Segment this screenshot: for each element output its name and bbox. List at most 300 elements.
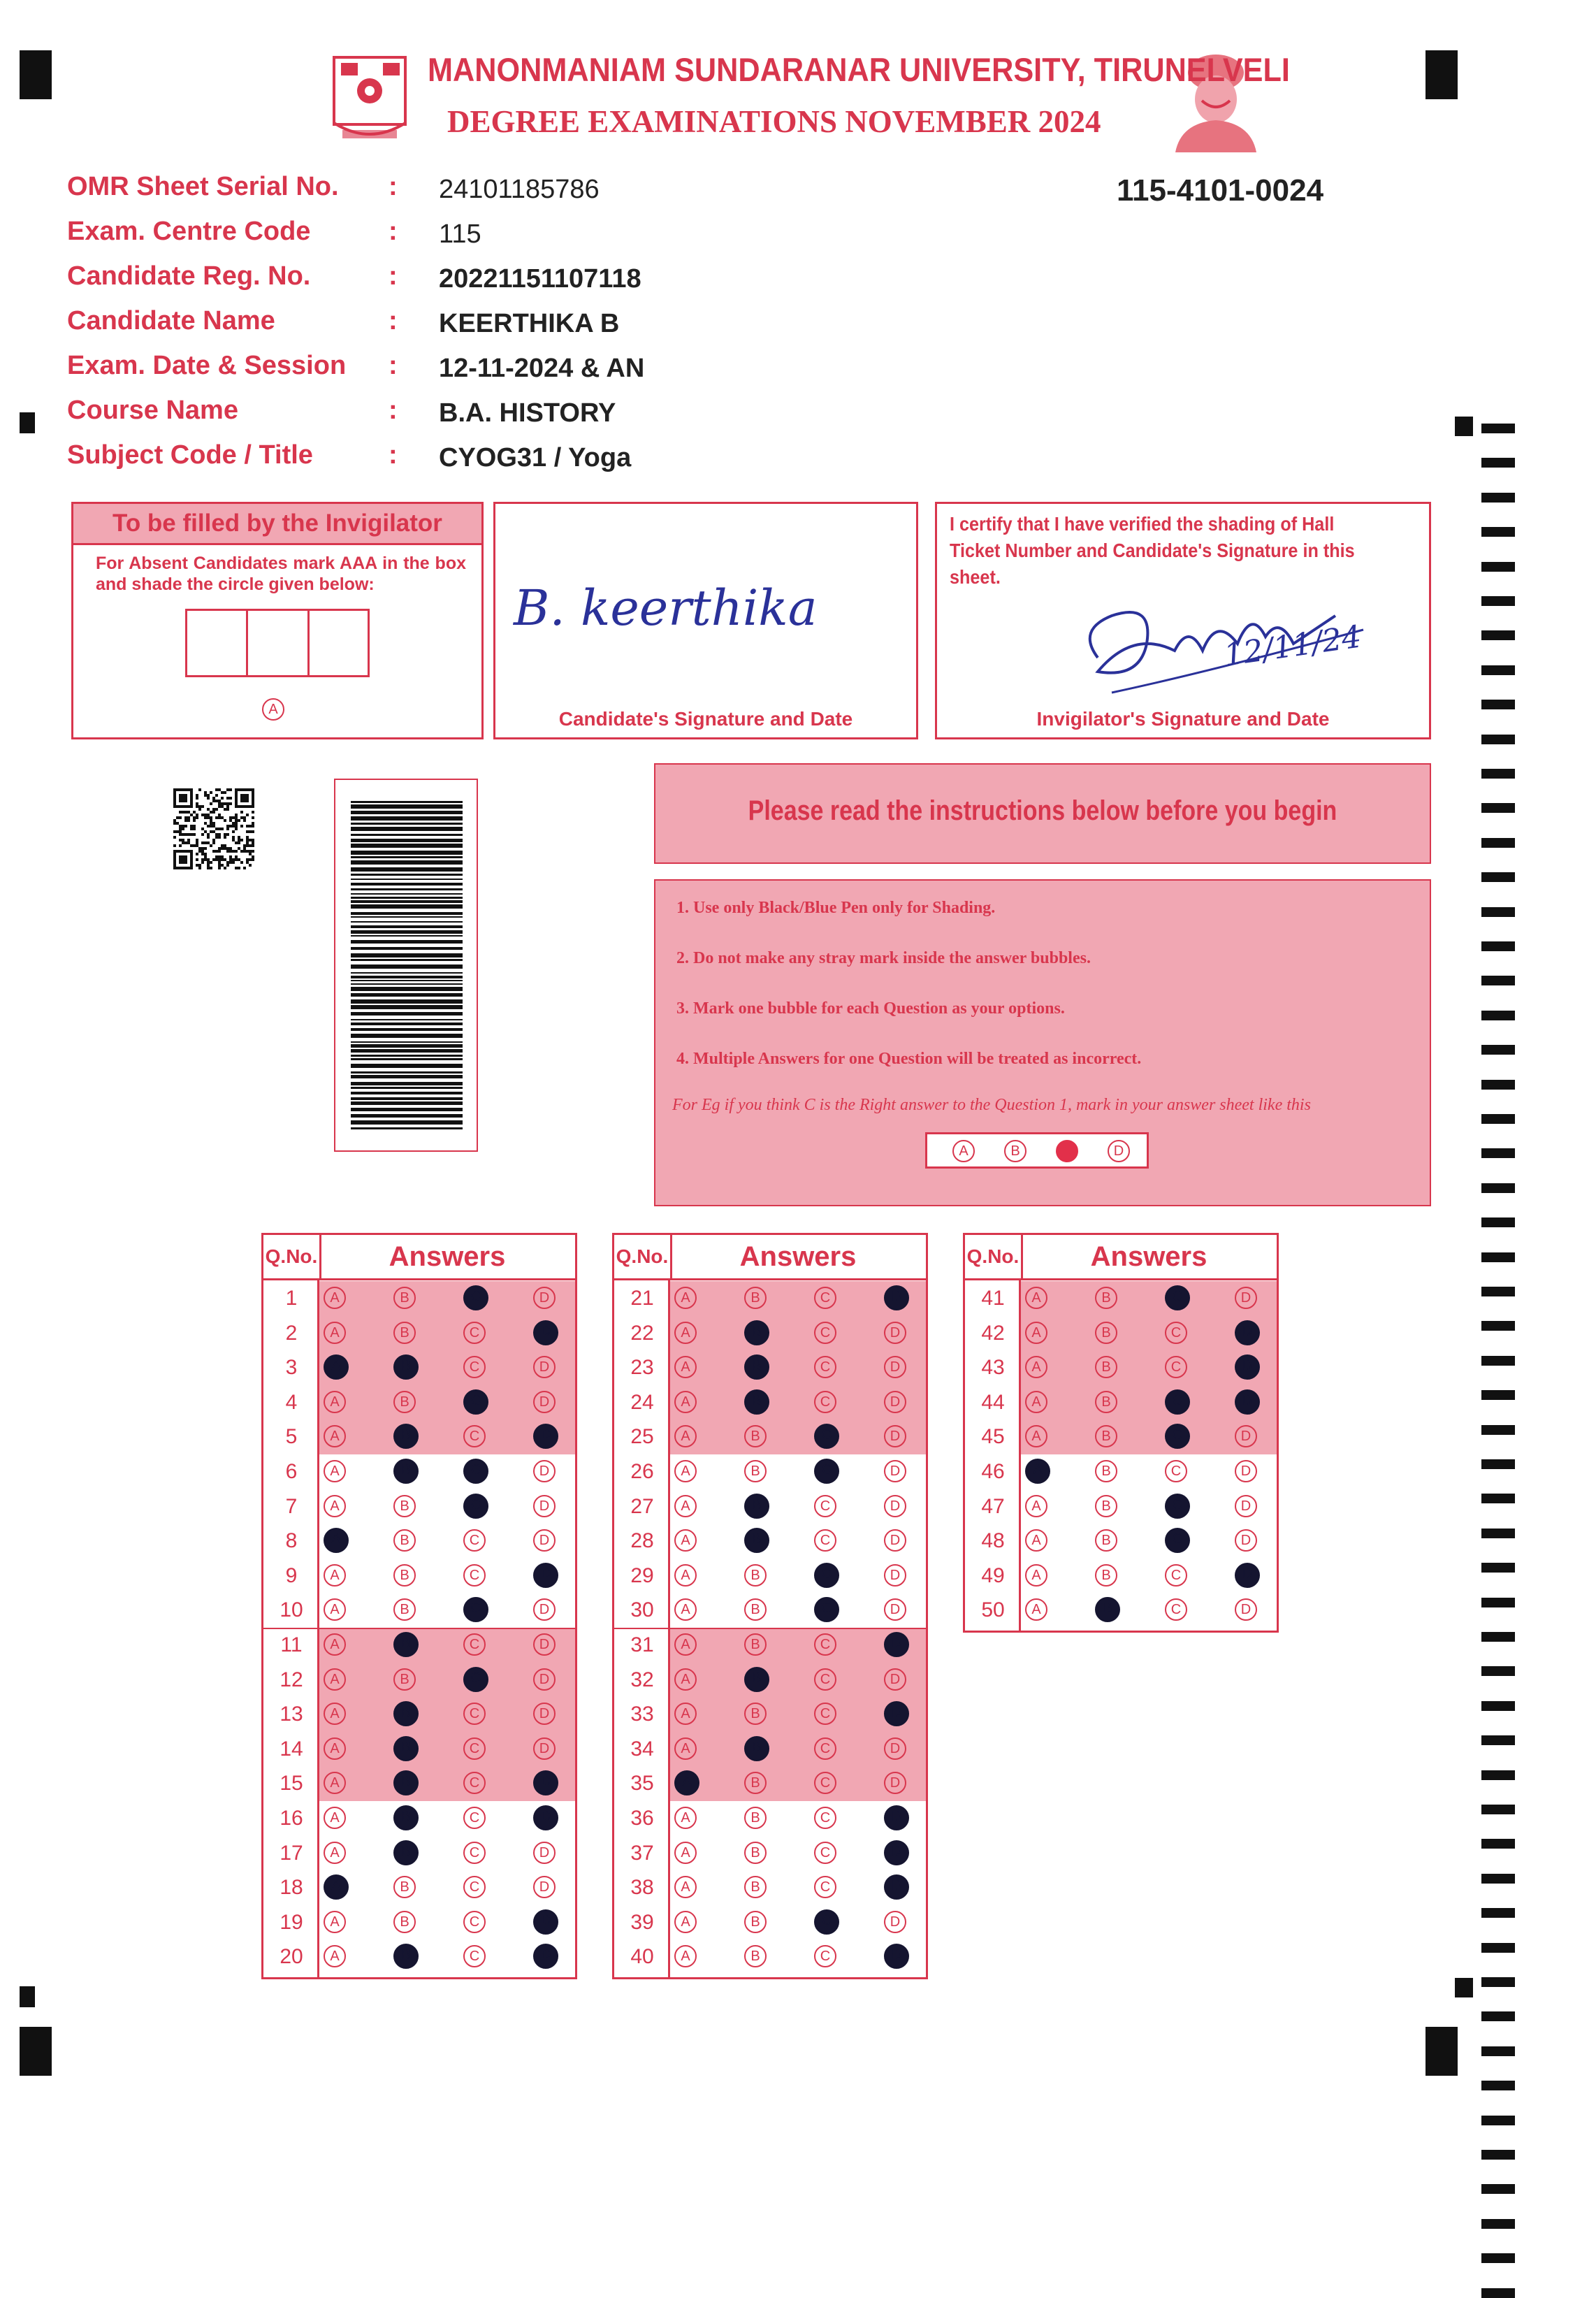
answer-bubble-a[interactable]: A: [674, 1460, 697, 1482]
answer-bubble-c[interactable]: C: [814, 1772, 836, 1794]
question-number: 13: [280, 1703, 303, 1726]
answer-bubble-d[interactable]: D: [884, 1772, 906, 1794]
answer-bubble-c[interactable]: C: [1165, 1564, 1187, 1587]
answer-bubble-c[interactable]: C: [463, 1356, 486, 1378]
answer-bubble-c[interactable]: C: [463, 1459, 488, 1484]
answer-bubble-b[interactable]: B: [393, 1598, 416, 1621]
answer-bubble-d[interactable]: D: [533, 1703, 556, 1725]
answer-bubble-d[interactable]: D: [1235, 1529, 1257, 1552]
answer-bubble-a[interactable]: A: [324, 1633, 346, 1656]
answer-bubble-a[interactable]: A: [1025, 1495, 1047, 1517]
example-bubble: B: [1004, 1140, 1026, 1162]
barcode-bar: [351, 993, 463, 997]
question-row: [614, 1350, 926, 1385]
question-row: [614, 1801, 926, 1836]
barcode-bar: [351, 947, 463, 950]
answer-bubble-d[interactable]: D: [884, 1840, 909, 1865]
answer-bubble-a[interactable]: A: [324, 1391, 346, 1413]
barcode-bar: [351, 900, 463, 903]
answer-bubble-d[interactable]: D: [533, 1320, 558, 1345]
answer-bubble-d[interactable]: D: [884, 1598, 906, 1621]
answer-bubble-d[interactable]: D: [1235, 1320, 1260, 1345]
answer-bubble-b[interactable]: B: [393, 1911, 416, 1933]
absent-mark-boxes[interactable]: [185, 609, 370, 677]
answer-bubble-d[interactable]: D: [1235, 1598, 1257, 1621]
answer-bubble-b[interactable]: B: [393, 1944, 419, 1969]
answer-bubble-c[interactable]: C: [814, 1391, 836, 1413]
question-number: 43: [981, 1356, 1005, 1380]
answer-bubble-a[interactable]: A: [674, 1945, 697, 1967]
barcode-bar: [351, 1022, 463, 1025]
answer-bubble-b[interactable]: B: [1095, 1425, 1117, 1447]
answer-bubble-a[interactable]: A: [674, 1356, 697, 1378]
answer-bubble-a[interactable]: A: [1025, 1529, 1047, 1552]
answer-bubble-b[interactable]: B: [1095, 1597, 1120, 1622]
candidate-signature-caption: Candidate's Signature and Date: [558, 708, 853, 730]
answer-bubble-a[interactable]: A: [1025, 1564, 1047, 1587]
answer-bubble-a[interactable]: A: [1025, 1287, 1047, 1309]
question-number: 20: [280, 1945, 303, 1969]
answer-bubble-b[interactable]: B: [393, 1736, 419, 1761]
question-row: [614, 1732, 926, 1767]
question-row: [965, 1419, 1277, 1454]
answer-bubble-b[interactable]: B: [393, 1564, 416, 1587]
answer-bubble-a[interactable]: A: [674, 1668, 697, 1691]
question-number: 19: [280, 1910, 303, 1934]
answer-bubble-b[interactable]: B: [744, 1425, 767, 1447]
answer-bubble-a[interactable]: A: [674, 1842, 697, 1864]
answer-bubble-d[interactable]: D: [884, 1285, 909, 1310]
answer-bubble-a[interactable]: A: [324, 1874, 349, 1900]
answer-bubble-c[interactable]: C: [814, 1842, 836, 1864]
answer-bubble-d[interactable]: D: [884, 1322, 906, 1344]
answer-bubble-a[interactable]: A: [674, 1737, 697, 1760]
answer-bubble-b[interactable]: B: [393, 1840, 419, 1865]
answers-header: Answers: [1090, 1241, 1207, 1272]
answer-bubble-b[interactable]: B: [393, 1668, 416, 1691]
question-number: 32: [630, 1668, 654, 1691]
question-number: 3: [285, 1356, 298, 1380]
answer-bubble-d[interactable]: D: [884, 1944, 909, 1969]
answer-bubble-b[interactable]: B: [744, 1354, 769, 1380]
question-number: 30: [630, 1598, 654, 1622]
answer-bubble-a[interactable]: A: [674, 1598, 697, 1621]
answer-bubble-c[interactable]: C: [463, 1945, 486, 1967]
answer-bubble-c[interactable]: C: [814, 1356, 836, 1378]
question-number: 28: [630, 1529, 654, 1553]
answer-bubble-d[interactable]: D: [1235, 1563, 1260, 1588]
answer-bubble-b[interactable]: B: [393, 1354, 419, 1380]
barcode-bar: [351, 1108, 463, 1111]
answer-bubble-b[interactable]: B: [393, 1424, 419, 1449]
question-number: 15: [280, 1772, 303, 1795]
answer-bubble-a[interactable]: A: [324, 1354, 349, 1380]
answer-bubble-c[interactable]: C: [463, 1876, 486, 1898]
barcode-bar: [351, 1034, 463, 1038]
answer-bubble-a[interactable]: A: [674, 1770, 699, 1795]
answer-bubble-c[interactable]: C: [814, 1495, 836, 1517]
answer-bubble-d[interactable]: D: [1235, 1425, 1257, 1447]
answer-bubble-a[interactable]: A: [324, 1528, 349, 1553]
question-number: 39: [630, 1910, 654, 1934]
barcode-bar: [351, 834, 463, 836]
field-label: OMR Sheet Serial No.: [67, 172, 339, 201]
answer-bubble-d[interactable]: D: [533, 1287, 556, 1309]
answer-bubble-b[interactable]: B: [744, 1598, 767, 1621]
answer-bubble-c[interactable]: C: [1165, 1460, 1187, 1482]
field-colon: :: [389, 396, 398, 425]
answer-bubble-c[interactable]: C: [463, 1703, 486, 1725]
question-row: [263, 1316, 575, 1351]
barcode-bar: [351, 999, 463, 1004]
answer-bubble-c[interactable]: C: [463, 1807, 486, 1829]
barcode-bar: [351, 811, 463, 814]
timing-mark: [1481, 1114, 1515, 1124]
answer-bubble-d[interactable]: D: [1235, 1495, 1257, 1517]
answer-bubble-a[interactable]: A: [674, 1876, 697, 1898]
answer-bubble-a[interactable]: A: [1025, 1356, 1047, 1378]
answer-bubble-d[interactable]: D: [884, 1460, 906, 1482]
answer-bubble-c[interactable]: C: [814, 1529, 836, 1552]
timing-mark: [1481, 1045, 1515, 1055]
answer-bubble-c[interactable]: C: [463, 1842, 486, 1864]
timing-mark: [1481, 1148, 1515, 1158]
answer-bubble-d[interactable]: D: [884, 1425, 906, 1447]
answer-bubble-a[interactable]: A: [674, 1633, 697, 1656]
answer-bubble-d[interactable]: D: [533, 1909, 558, 1935]
barcode-bar: [351, 1092, 463, 1094]
answer-bubble-b[interactable]: B: [1095, 1356, 1117, 1378]
timing-mark: [1481, 1494, 1515, 1503]
answer-bubble-a[interactable]: A: [674, 1807, 697, 1829]
timing-mark: [1481, 1874, 1515, 1884]
answer-bubble-b[interactable]: B: [393, 1391, 416, 1413]
question-number: 5: [285, 1425, 298, 1449]
answer-bubble-b[interactable]: B: [744, 1564, 767, 1587]
answer-bubble-b[interactable]: B: [393, 1805, 419, 1830]
question-number: 27: [630, 1494, 654, 1518]
answer-bubble-d[interactable]: D: [533, 1842, 556, 1864]
field-value: CYOG31 / Yoga: [439, 443, 632, 472]
timing-mark: [1481, 2011, 1515, 2021]
question-row: [614, 1905, 926, 1940]
instruction-item: 3. Mark one bubble for each Question as your options.: [676, 999, 1065, 1018]
answer-bubble-d[interactable]: D: [884, 1668, 906, 1691]
answer-bubble-d[interactable]: D: [884, 1874, 909, 1900]
answer-bubble-a[interactable]: A: [324, 1425, 346, 1447]
answer-bubble-b[interactable]: B: [393, 1322, 416, 1344]
answer-bubble-b[interactable]: B: [1095, 1460, 1117, 1482]
answer-bubble-b[interactable]: B: [744, 1772, 767, 1794]
barcode-bar: [351, 959, 463, 961]
timing-mark: [1481, 1217, 1515, 1227]
question-number: 21: [630, 1287, 654, 1310]
barcode-bar: [351, 1101, 463, 1105]
answer-bubble-d[interactable]: D: [1235, 1389, 1260, 1415]
answer-bubble-d[interactable]: D: [533, 1876, 556, 1898]
answer-bubble-a[interactable]: A: [674, 1529, 697, 1552]
answer-bubble-b[interactable]: B: [744, 1911, 767, 1933]
barcode-bar: [351, 851, 463, 855]
question-row: [263, 1489, 575, 1524]
answer-bubble-a[interactable]: A: [1025, 1598, 1047, 1621]
answer-bubble-d[interactable]: D: [533, 1391, 556, 1413]
answer-bubble-c[interactable]: C: [814, 1909, 839, 1935]
answer-bubble-d[interactable]: D: [533, 1460, 556, 1482]
barcode-bar: [351, 1055, 463, 1057]
answers-header: Answers: [739, 1241, 857, 1272]
answer-bubble-a[interactable]: A: [674, 1703, 697, 1725]
answer-bubble-b[interactable]: B: [393, 1632, 419, 1657]
answer-bubble-b[interactable]: B: [744, 1287, 767, 1309]
barcode-bar: [351, 904, 463, 909]
timing-mark: [1481, 941, 1515, 951]
answer-bubble-a[interactable]: A: [324, 1772, 346, 1794]
answer-bubble-a[interactable]: A: [324, 1945, 346, 1967]
answer-bubble-c[interactable]: C: [814, 1424, 839, 1449]
answer-bubble-c[interactable]: C: [814, 1563, 839, 1588]
answer-bubble-d[interactable]: D: [884, 1737, 906, 1760]
answer-bubble-a[interactable]: A: [674, 1911, 697, 1933]
question-row: [263, 1559, 575, 1594]
answer-bubble-c[interactable]: C: [814, 1322, 836, 1344]
answer-bubble-c[interactable]: C: [814, 1807, 836, 1829]
answer-bubble-c[interactable]: C: [463, 1389, 488, 1415]
barcode-bar: [351, 867, 463, 872]
answer-bubble-a[interactable]: A: [324, 1460, 346, 1482]
question-row: [263, 1905, 575, 1940]
answer-bubble-a[interactable]: A: [324, 1737, 346, 1760]
answer-bubble-d[interactable]: D: [533, 1356, 556, 1378]
answer-bubble-b[interactable]: B: [744, 1842, 767, 1864]
answer-bubble-c[interactable]: C: [463, 1737, 486, 1760]
answer-bubble-b[interactable]: B: [1095, 1495, 1117, 1517]
timing-mark: [1481, 1770, 1515, 1780]
answer-bubble-b[interactable]: B: [744, 1494, 769, 1519]
timing-mark: [1481, 2081, 1515, 2090]
answer-bubble-a[interactable]: A: [324, 1287, 346, 1309]
instruction-example: For Eg if you think C is the Right answer to the Question 1, mark in your answer sheet like this: [672, 1096, 1311, 1114]
answer-bubble-d[interactable]: D: [533, 1495, 556, 1517]
field-colon: :: [389, 217, 398, 246]
barcode-bar: [351, 823, 463, 825]
answer-bubble-a[interactable]: A: [1025, 1322, 1047, 1344]
answer-bubble-a[interactable]: A: [324, 1703, 346, 1725]
answer-bubble-d[interactable]: D: [533, 1737, 556, 1760]
instruction-item: 4. Multiple Answers for one Question will be treated as incorrect.: [676, 1050, 1142, 1068]
question-number: 45: [981, 1425, 1005, 1449]
answer-bubble-b[interactable]: B: [744, 1703, 767, 1725]
answer-bubble-d[interactable]: D: [1235, 1287, 1257, 1309]
answer-bubble-a[interactable]: A: [324, 1842, 346, 1864]
question-number: 31: [630, 1633, 654, 1656]
answer-bubble-c[interactable]: C: [463, 1529, 486, 1552]
answer-bubble-c[interactable]: C: [463, 1633, 486, 1656]
field-value: 115: [439, 219, 481, 249]
answer-bubble-c[interactable]: C: [1165, 1285, 1190, 1310]
answer-bubble-a[interactable]: A: [1025, 1391, 1047, 1413]
answer-bubble-d[interactable]: D: [533, 1529, 556, 1552]
answer-bubble-c[interactable]: C: [814, 1737, 836, 1760]
answer-bubble-a[interactable]: A: [674, 1322, 697, 1344]
question-row: [614, 1419, 926, 1454]
answer-bubble-d[interactable]: D: [1235, 1354, 1260, 1380]
sheet-code: 115-4101-0024: [1117, 173, 1324, 208]
answer-bubble-a[interactable]: A: [324, 1564, 346, 1587]
answer-bubble-a[interactable]: A: [674, 1391, 697, 1413]
answer-bubble-c[interactable]: C: [814, 1459, 839, 1484]
question-row: [965, 1489, 1277, 1524]
answer-bubble-c[interactable]: C: [814, 1597, 839, 1622]
answer-bubble-c[interactable]: C: [463, 1322, 486, 1344]
barcode-bar: [351, 1049, 463, 1053]
answer-bubble-b[interactable]: B: [744, 1528, 769, 1553]
answer-bubble-c[interactable]: C: [1165, 1322, 1187, 1344]
answer-bubble-d[interactable]: D: [533, 1668, 556, 1691]
question-number: 35: [630, 1772, 654, 1795]
answer-bubble-a[interactable]: A: [324, 1668, 346, 1691]
field-value: B.A. HISTORY: [439, 398, 616, 428]
answer-bubble-d[interactable]: D: [533, 1944, 558, 1969]
absent-bubble[interactable]: A: [262, 698, 284, 721]
answer-bubble-c[interactable]: C: [463, 1425, 486, 1447]
field-label: Exam. Centre Code: [67, 217, 311, 246]
answer-bubble-b[interactable]: B: [744, 1460, 767, 1482]
answer-bubble-c[interactable]: C: [463, 1772, 486, 1794]
question-number: 7: [285, 1494, 298, 1518]
answer-bubble-c[interactable]: C: [1165, 1356, 1187, 1378]
timing-mark: [1481, 838, 1515, 848]
answer-bubble-a[interactable]: A: [324, 1911, 346, 1933]
answer-bubble-a[interactable]: A: [1025, 1459, 1050, 1484]
answer-bubble-b[interactable]: B: [744, 1389, 769, 1415]
barcode-bar: [351, 839, 463, 842]
timing-mark: [1481, 2150, 1515, 2160]
answer-bubble-c[interactable]: C: [463, 1911, 486, 1933]
answer-bubble-a[interactable]: A: [674, 1564, 697, 1587]
answer-bubble-d[interactable]: D: [533, 1770, 558, 1795]
answer-bubble-a[interactable]: A: [674, 1287, 697, 1309]
candidate-signature: B. keerthika: [514, 579, 818, 637]
answer-bubble-a[interactable]: A: [324, 1495, 346, 1517]
answer-bubble-a[interactable]: A: [674, 1495, 697, 1517]
answer-bubble-b[interactable]: B: [393, 1876, 416, 1898]
question-number: 33: [630, 1703, 654, 1726]
answer-bubble-d[interactable]: D: [884, 1495, 906, 1517]
question-row: [263, 1281, 575, 1316]
answer-bubble-d[interactable]: D: [533, 1633, 556, 1656]
question-row: [614, 1559, 926, 1594]
answer-bubble-c[interactable]: C: [814, 1945, 836, 1967]
timing-mark: [1481, 1598, 1515, 1607]
answer-bubble-b[interactable]: B: [393, 1287, 416, 1309]
barcode-bar: [351, 1087, 463, 1089]
answer-bubble-c[interactable]: C: [1165, 1494, 1190, 1519]
answer-bubble-b[interactable]: B: [1095, 1322, 1117, 1344]
answer-bubble-b[interactable]: B: [1095, 1287, 1117, 1309]
answer-bubble-b[interactable]: B: [744, 1807, 767, 1829]
barcode-bar: [351, 953, 463, 957]
answer-bubble-c[interactable]: C: [463, 1285, 488, 1310]
answer-bubble-b[interactable]: B: [1095, 1564, 1117, 1587]
answer-bubble-d[interactable]: D: [533, 1424, 558, 1449]
answer-bubble-d[interactable]: D: [1235, 1460, 1257, 1482]
answer-bubble-c[interactable]: C: [814, 1703, 836, 1725]
invigilator-box-title: To be filled by the Invigilator: [73, 504, 481, 545]
answer-bubble-d[interactable]: D: [884, 1564, 906, 1587]
question-row: [263, 1732, 575, 1767]
field-label: Course Name: [67, 396, 238, 425]
answer-bubble-a[interactable]: A: [324, 1598, 346, 1621]
answer-bubble-c[interactable]: C: [814, 1668, 836, 1691]
answer-bubble-d[interactable]: D: [884, 1632, 909, 1657]
barcode-bar: [351, 964, 463, 969]
answer-bubble-d[interactable]: D: [884, 1911, 906, 1933]
answer-bubble-b[interactable]: B: [393, 1495, 416, 1517]
invigilator-box: [71, 502, 484, 739]
timing-mark: [1481, 907, 1515, 917]
answer-bubble-b[interactable]: B: [744, 1736, 769, 1761]
question-number: 47: [981, 1494, 1005, 1518]
barcode-bar: [351, 1041, 463, 1043]
answer-bubble-b[interactable]: B: [1095, 1391, 1117, 1413]
answer-bubble-c[interactable]: C: [814, 1633, 836, 1656]
answer-bubble-c[interactable]: C: [1165, 1528, 1190, 1553]
answer-bubble-d[interactable]: D: [884, 1391, 906, 1413]
answer-bubble-c[interactable]: C: [1165, 1598, 1187, 1621]
answer-bubble-c[interactable]: C: [814, 1876, 836, 1898]
question-row: [965, 1593, 1277, 1628]
registration-mark: [1425, 50, 1458, 99]
answer-bubble-c[interactable]: C: [463, 1494, 488, 1519]
answer-bubble-b[interactable]: B: [1095, 1529, 1117, 1552]
answer-bubble-d[interactable]: D: [884, 1805, 909, 1830]
registration-mark: [20, 412, 35, 433]
answer-bubble-b[interactable]: B: [744, 1633, 767, 1656]
answer-bubble-a[interactable]: A: [674, 1425, 697, 1447]
answer-bubble-b[interactable]: B: [393, 1459, 419, 1484]
answer-bubble-c[interactable]: C: [1165, 1389, 1190, 1415]
answer-bubble-d[interactable]: D: [884, 1529, 906, 1552]
answer-bubble-b[interactable]: B: [744, 1945, 767, 1967]
answer-bubble-a[interactable]: A: [1025, 1425, 1047, 1447]
answer-bubble-d[interactable]: D: [884, 1356, 906, 1378]
field-value: KEERTHIKA B: [439, 309, 620, 338]
timing-mark: [1481, 1252, 1515, 1262]
answer-bubble-b[interactable]: B: [393, 1701, 419, 1726]
answer-bubble-a[interactable]: A: [324, 1322, 346, 1344]
answer-bubble-c[interactable]: C: [463, 1564, 486, 1587]
answer-bubble-c[interactable]: C: [1165, 1424, 1190, 1449]
answer-bubble-b[interactable]: B: [744, 1320, 769, 1345]
answer-bubble-d[interactable]: D: [533, 1805, 558, 1830]
barcode-bar: [351, 1012, 463, 1016]
answer-bubble-b[interactable]: B: [744, 1667, 769, 1692]
answer-bubble-b[interactable]: B: [393, 1529, 416, 1552]
question-row: [614, 1697, 926, 1732]
answer-bubble-d[interactable]: D: [884, 1701, 909, 1726]
answer-bubble-d[interactable]: D: [533, 1598, 556, 1621]
answer-bubble-b[interactable]: B: [744, 1876, 767, 1898]
answer-bubble-c[interactable]: C: [463, 1597, 488, 1622]
answer-bubble-a[interactable]: A: [324, 1807, 346, 1829]
answer-bubble-b[interactable]: B: [393, 1770, 419, 1795]
answer-bubble-c[interactable]: C: [463, 1667, 488, 1692]
answer-bubble-d[interactable]: D: [533, 1563, 558, 1588]
answer-bubble-c[interactable]: C: [814, 1287, 836, 1309]
question-row: [263, 1697, 575, 1732]
barcode-bar: [351, 897, 463, 899]
